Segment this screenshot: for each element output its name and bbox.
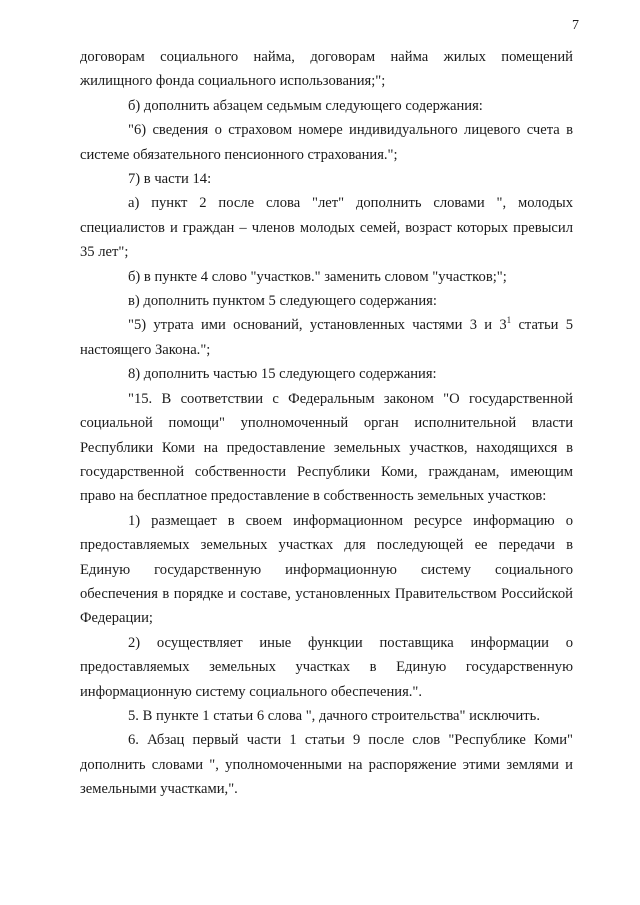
paragraph-item-5-text-before: "5) утрата ими оснований, установленных частями 3 и 3 <box>128 317 507 334</box>
paragraph-amendment-b: б) дополнить абзацем седьмым следующего содержания: <box>128 97 483 114</box>
paragraph-item-5-text-after: статьи 5 настоящего Закона."; <box>80 317 573 358</box>
paragraph-article-5: 5. В пункте 1 статьи 6 слова ", дачного строительства" исключить. <box>128 707 540 724</box>
paragraph-part-15: "15. В соответствии с Федеральным законом "О государственной социальной помощи" уполномоченный орган исполнительной власти Республики Коми на предоставление земельных участков, находящихся в государственной собственности Республики Коми, гражданам, имеющим право на бесплатное предоставление в собственность земельных участков: <box>80 390 573 505</box>
paragraph-part-15-item-1: 1) размещает в своем информационном ресурсе информацию о предоставляемых земельных участках для последующей ее передачи в Единую государственную информационную систему социального обеспечения в порядке и составе, установленных Правительством Российской Федерации; <box>80 512 573 627</box>
paragraph-item-5 <box>80 313 573 362</box>
paragraph-amendment-7a: а) пункт 2 после слова "лет" дополнить словами ", молодых специалистов и граждан – членов молодых семей, возраст которых превысил 35 лет"; <box>80 195 573 261</box>
paragraph-continuation: договорам социального найма, договорам найма жилых помещений жилищного фонда социального использования;"; <box>80 49 573 90</box>
paragraph-article-6: 6. Абзац первый части 1 статьи 9 после слов "Республике Коми" дополнить словами ", уполномоченными на распоряжение этими землями и земельными участками,". <box>80 732 573 798</box>
paragraph-amendment-7: 7) в части 14: <box>128 171 212 188</box>
paragraph-part-15-item-2: 2) осуществляет иные функции поставщика информации о предоставляемых земельных участках в Единую государственную информационную систему социального обеспечения.". <box>80 634 573 700</box>
page-number: 7 <box>572 18 579 33</box>
document-body <box>80 45 573 802</box>
paragraph-item-6: "6) сведения о страховом номере индивидуального лицевого счета в системе обязательного пенсионного страхования."; <box>80 122 573 163</box>
paragraph-amendment-7v: в) дополнить пунктом 5 следующего содержания: <box>128 293 437 310</box>
paragraph-item-5-superscript: 1 <box>506 315 512 326</box>
paragraph-amendment-8: 8) дополнить частью 15 следующего содержания: <box>128 366 437 383</box>
paragraph-amendment-7b: б) в пункте 4 слово "участков." заменить словом "участков;"; <box>128 268 507 285</box>
